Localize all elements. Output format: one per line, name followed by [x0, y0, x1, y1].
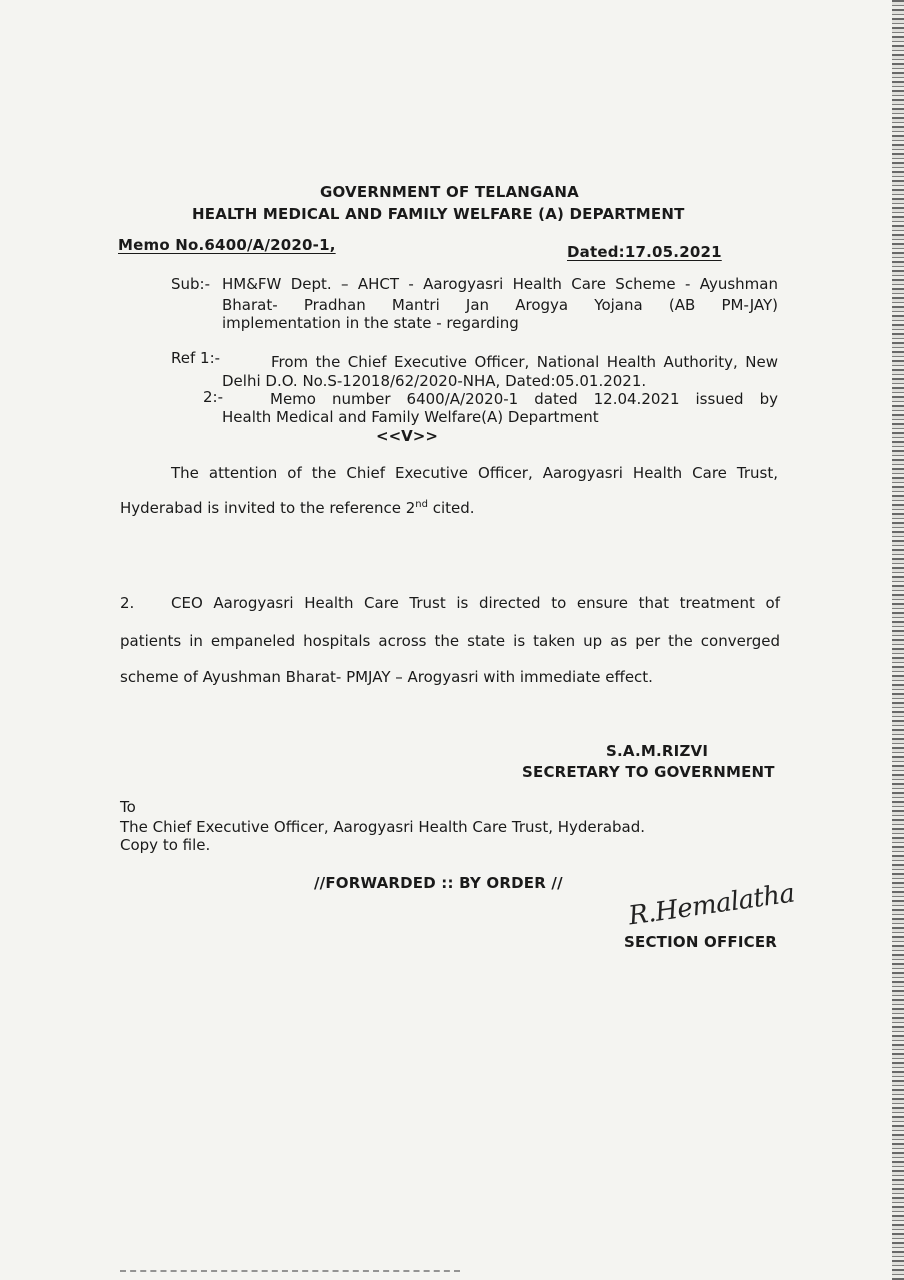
ref2-label: 2:- [203, 388, 224, 406]
to-label: To [120, 798, 136, 816]
memo-date: Dated:17.05.2021 [567, 243, 722, 261]
scan-edge [892, 0, 904, 1280]
ref1-line-2: Delhi D.O. No.S-12018/62/2020-NHA, Dated:05.01.2021. [222, 372, 647, 390]
ref1-line-1: From the Chief Executive Officer, National Health Authority, New [271, 353, 778, 371]
subject-label: Sub:- [171, 275, 211, 293]
para2-line-1: CEO Aarogyasri Health Care Trust is directed to ensure that treatment of [171, 594, 780, 612]
recipient: The Chief Executive Officer, Aarogyasri Health Care Trust, Hyderabad. [120, 818, 646, 836]
signatory-title: SECRETARY TO GOVERNMENT [522, 763, 775, 781]
para1-line-2 [120, 499, 475, 517]
forwarded-by-order: //FORWARDED :: BY ORDER // [314, 874, 563, 892]
subject-line-2: Bharat- Pradhan Mantri Jan Arogya Yojana (AB PM-JAY) [222, 296, 778, 314]
ref2-line-2: Health Medical and Family Welfare(A) Department [222, 408, 599, 426]
para1-line-2-text: Hyderabad is invited to the reference 2 [120, 499, 416, 517]
ref2-line-1: Memo number 6400/A/2020-1 dated 12.04.2021 issued by [270, 390, 778, 408]
section-officer-title: SECTION OFFICER [624, 933, 778, 951]
copy-to-file: Copy to file. [120, 836, 211, 854]
department-title: HEALTH MEDICAL AND FAMILY WELFARE (A) DEPARTMENT [192, 205, 685, 223]
para1-line-1: The attention of the Chief Executive Officer, Aarogyasri Health Care Trust, [171, 464, 778, 482]
para1-line-2-end: cited. [427, 499, 475, 517]
handwritten-signature: R.Hemalatha [626, 878, 797, 932]
subject-line-3: implementation in the state - regarding [222, 314, 519, 332]
signatory-name: S.A.M.RIZVI [606, 742, 709, 760]
government-title: GOVERNMENT OF TELANGANA [320, 183, 579, 201]
ref-separator: <<V>> [376, 427, 438, 445]
subject-line-1: HM&FW Dept. – AHCT - Aarogyasri Health Care Scheme - Ayushman [222, 275, 778, 293]
memo-number: Memo No.6400/A/2020-1, [118, 236, 336, 254]
ref1-label: Ref 1:- [171, 349, 221, 367]
para1-superscript: nd [415, 499, 428, 510]
para2-number: 2. [120, 594, 135, 612]
scan-bottom-line [120, 1270, 460, 1272]
para2-line-3: scheme of Ayushman Bharat- PMJAY – Arogyasri with immediate effect. [120, 668, 653, 686]
para2-line-2: patients in empaneled hospitals across the state is taken up as per the converged [120, 632, 780, 650]
